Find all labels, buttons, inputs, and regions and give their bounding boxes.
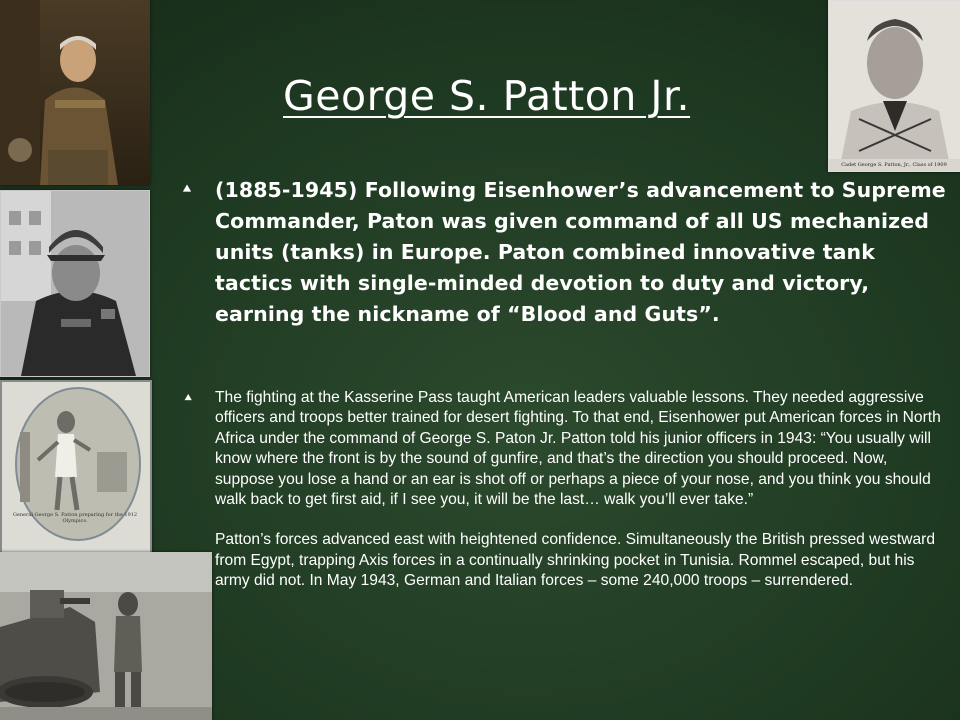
helmet-portrait-photo	[0, 190, 150, 377]
bullet-point-2	[215, 388, 945, 592]
tank-photo	[0, 552, 212, 720]
bullet-2-text: The fighting at the Kasserine Pass taught American leaders valuable lessons. They needed aggressive officers and troops better trained for desert fighting. To that end, Eisenhower put American forces in North Africa under the command of George S. Paton Jr. Patton told his junior officers in 1943: “You usually will know where the front is by the sound of gunfire, and that’s the direction you should proceed. Now, suppose you lose a hand or an ear is shot off or perhaps a piece of your nose, and you think you should walk back to get first aid, if I see you, it will be the last… walk you’ll ever take.”	[215, 389, 941, 509]
cadet-photo-caption: Cadet George S. Patton, Jr., Class of 1909	[841, 162, 947, 168]
athlete-photo-caption: General George S. Patton preparing for the 1912 Olympics.	[12, 512, 138, 524]
bullet-point-1	[215, 175, 955, 330]
cadet-portrait-photo	[828, 0, 960, 172]
bullet-2-continuation: Patton’s forces advanced east with heightened confidence. Simultaneously the British pressed westward from Egypt, trapping Axis forces in a continually shrinking pocket in Tunisia. Rommel escaped, but his army did not. In May 1943, German and Italian forces – some 240,000 troops – surrendered.	[215, 531, 936, 590]
bullet-arrow-icon: ⯅	[183, 391, 194, 406]
bullet-arrow-icon: ⯅	[181, 180, 194, 198]
portrait-photo	[0, 0, 150, 185]
slide-title: George S. Patton Jr.	[283, 72, 691, 120]
bullet-1-text: (1885-1945) Following Eisenhower’s advancement to Supreme Commander, Paton was given command of all US mechanized units (tanks) in Europe. Paton combined innovative tank tactics with single-minded devotion to duty and victory, earning the nickname of “Blood and Guts”.	[215, 178, 946, 326]
athlete-photo	[0, 380, 152, 554]
